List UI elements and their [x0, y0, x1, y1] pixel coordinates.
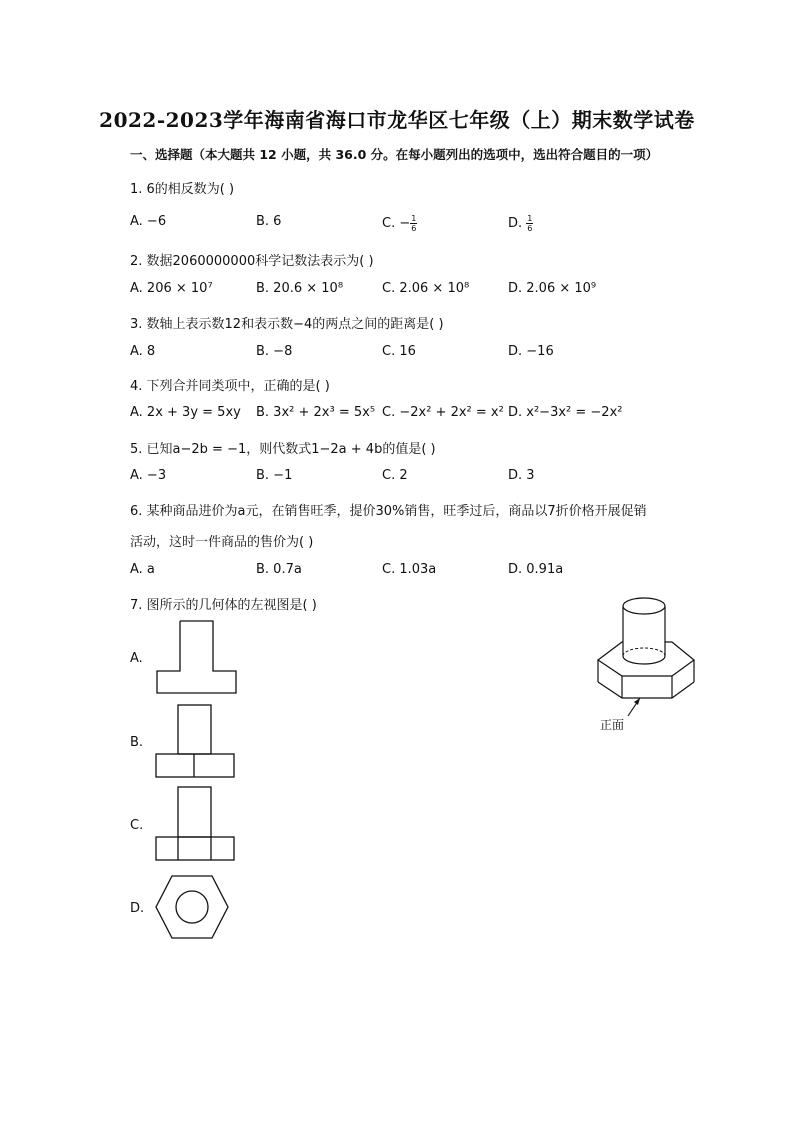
q1-option-c-label: C. −: [382, 216, 411, 231]
q3-option-c: C. 16: [382, 344, 416, 359]
q5-option-d: D. 3: [508, 468, 535, 483]
q4-option-a: A. 2x + 3y = 5xy: [130, 405, 241, 420]
q6-option-c: C. 1.03a: [382, 562, 437, 577]
q1-option-c-fraction: [410, 214, 417, 233]
q1-option-d-fraction: [526, 214, 533, 233]
q1-option-d: [508, 214, 533, 233]
section-heading: 一、选择题（本大题共 12 小题，共 36.0 分。在每小题列出的选项中，选出符合题目的一项）: [130, 147, 659, 162]
question-6-stem: 6. 某种商品进价为a元，在销售旺季，提价30%销售，旺季过后，商品以7折价格开展促销: [130, 504, 647, 519]
question-1-stem: 1. 6的相反数为( ): [130, 182, 235, 197]
page-title: 2022-2023学年海南省海口市龙华区七年级（上）期末数学试卷: [99, 108, 695, 132]
q5-option-b: B. −1: [256, 468, 293, 483]
q1-option-a: A. −6: [130, 214, 167, 229]
q1-option-d-label: D.: [508, 216, 527, 231]
fraction-numerator: 1: [527, 214, 533, 223]
q7-option-b: B.: [130, 735, 144, 750]
q7-option-a: A.: [130, 651, 143, 666]
q6-option-b: B. 0.7a: [256, 562, 302, 577]
fraction-numerator: 1: [411, 214, 417, 223]
q6-option-a: A. a: [130, 562, 155, 577]
q4-option-d: D. x²−3x² = −2x²: [508, 405, 623, 420]
q4-option-b: B. 3x² + 2x³ = 5x⁵: [256, 405, 376, 420]
fraction-denominator: 6: [411, 224, 417, 233]
q2-option-d: D. 2.06 × 10⁹: [508, 281, 597, 296]
q7-option-b-figure: [150, 700, 245, 785]
q2-option-a: A. 206 × 10⁷: [130, 281, 213, 296]
q7-option-d: D.: [130, 901, 145, 916]
q3-option-a: A. 8: [130, 344, 156, 359]
q3-option-d: D. −16: [508, 344, 554, 359]
question-5-stem: 5. 已知a−2b = −1，则代数式1−2a + 4b的值是( ): [130, 442, 436, 457]
q1-option-c: [382, 214, 417, 233]
q3-option-b: B. −8: [256, 344, 293, 359]
q2-option-c: C. 2.06 × 10⁸: [382, 281, 470, 296]
q5-option-a: A. −3: [130, 468, 167, 483]
question-4-stem: 4. 下列合并同类项中，正确的是( ): [130, 379, 330, 394]
question-2-stem: 2. 数据2060000000科学记数法表示为( ): [130, 254, 374, 269]
q7-option-d-figure: [150, 870, 235, 945]
q7-option-c: C.: [130, 818, 144, 833]
q4-option-c: C. −2x² + 2x² = x²: [382, 405, 504, 420]
q2-option-b: B. 20.6 × 10⁸: [256, 281, 344, 296]
question-7-stem: 7. 图所示的几何体的左视图是( ): [130, 598, 317, 613]
q1-option-b: B. 6: [256, 214, 282, 229]
q7-solid-figure: [590, 590, 700, 735]
q6-option-d: D. 0.91a: [508, 562, 564, 577]
q7-option-c-figure: [150, 782, 245, 867]
q7-option-a-figure: [150, 615, 245, 700]
front-view-label: 正面: [600, 718, 625, 732]
question-6-stem-continued: 活动，这时一件商品的售价为( ): [130, 535, 314, 550]
question-3-stem: 3. 数轴上表示数12和表示数−4的两点之间的距离是( ): [130, 317, 444, 332]
fraction-denominator: 6: [527, 224, 533, 233]
q5-option-c: C. 2: [382, 468, 408, 483]
